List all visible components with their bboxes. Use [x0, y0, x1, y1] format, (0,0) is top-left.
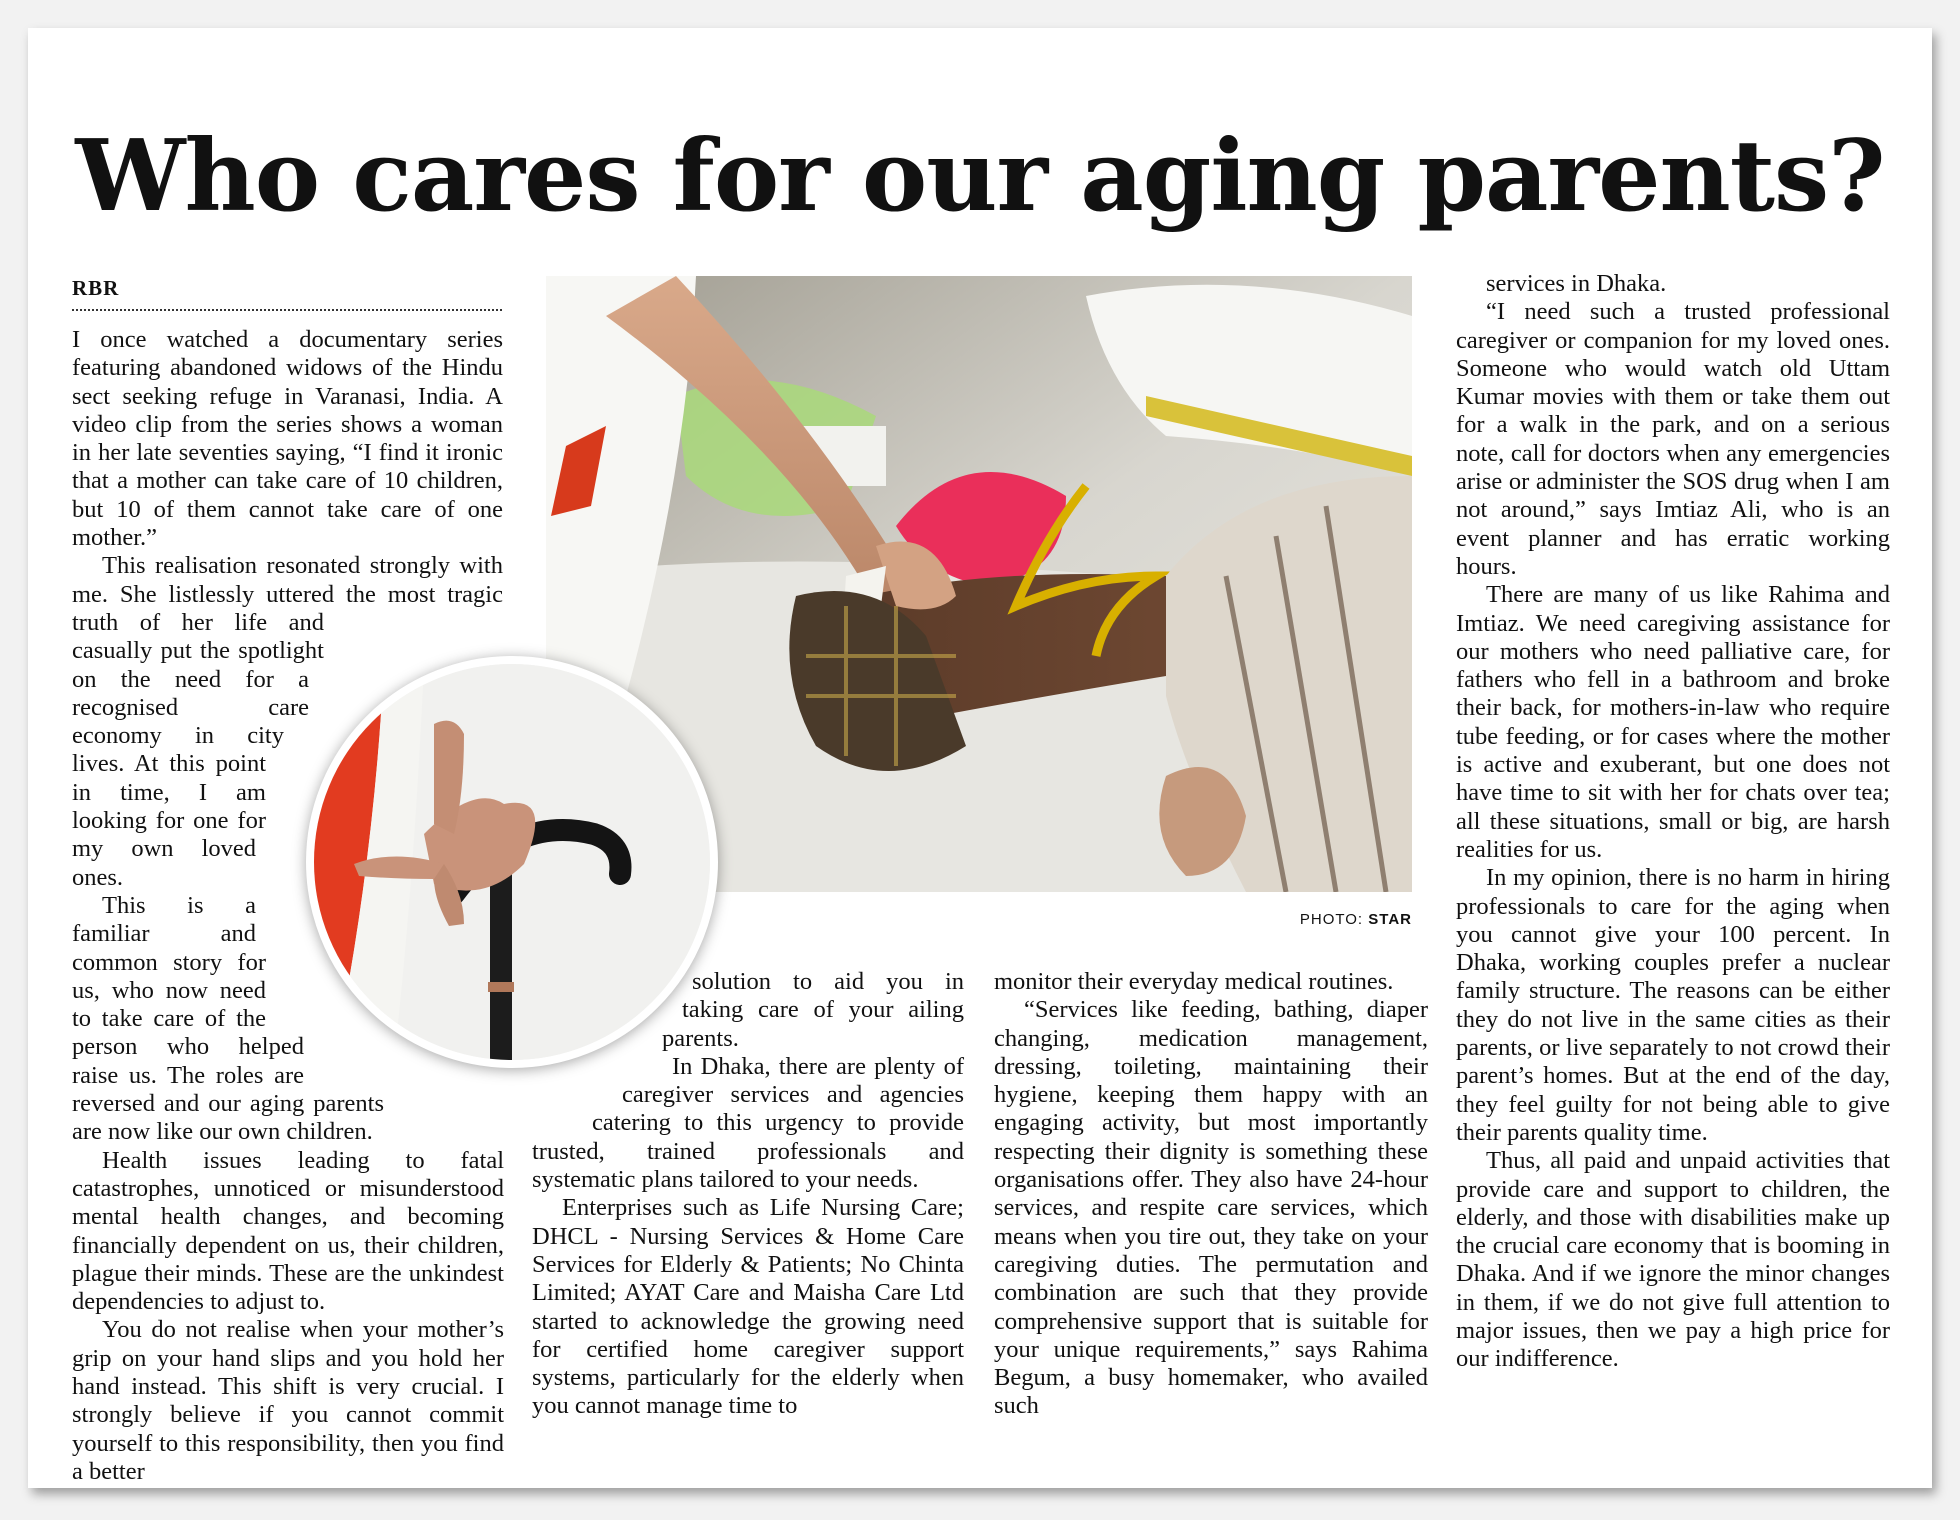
paragraph: monitor their everyday medical routines. [994, 968, 1394, 995]
paragraph: You do not realise when your mother’s grip on your hand slips and you hold her hand instead. This shift is very crucial. I strongly believe if you cannot commit yourself to this responsibility, then you find a better [72, 1316, 504, 1485]
paragraph: In my opinion, there is no harm in hiring professionals to care for the aging when you cannot give your 100 percent. In Dhaka, working couples prefer a nuclear family structure. The reasons can be either they do not live in the same cities as their parents, or live separately to not crowd their parent’s homes. But at the end of the day, they feel guilty for not being able to give their parents quality time. [1456, 864, 1890, 1146]
paragraph: This is a familiar and common story for us, who now need to take care of the person who helped raise us. The roles are reversed and our aging parents are now like our own children. [72, 891, 384, 1146]
paragraph: solution to aid you in taking care of your ailing parents. [662, 968, 964, 1052]
paragraph: There are many of us like Rahima and Imtiaz. We need caregiving assistance for our mothers who need palliative care, for fathers who fell in a bathroom and broke their back, for mothers-in-law who require tube feeding, or for cases where the mother is active and exuberant, but one does not have time to sit with her for chats over tea; all these situations, small or big, are harsh realities for us. [1456, 581, 1890, 863]
byline: RBR [72, 276, 502, 311]
paragraph: Enterprises such as Life Nursing Care; DHCL - Nursing Services & Home Care Services for Elderly & Patients; No Chinta Limited; AYAT Care and Maisha Care Ltd started to acknowledge the growing need for certified home caregiver support systems, particularly for the elderly when you cannot manage time to [532, 1194, 964, 1420]
paragraph: “I need such a trusted professional caregiver or companion for my loved ones. Someone who would watch old Uttam Kumar movies with them or take them out for a walk in the park, and on a serious note, call for doctors when any emergencies arise or administer the SOS drug when I am not around,” says Imtiaz Ali, who is an event planner and has erratic working hours. [1456, 298, 1890, 580]
article-column-1 [72, 326, 504, 1486]
paragraph: services in Dhaka. [1486, 270, 1667, 297]
paragraph: Thus, all paid and unpaid activities that provide care and support to children, the elderly, and those with disabilities make up the crucial care economy that is booming in Dhaka. And if we ignore the minor changes in them, if we do not give full attention to major issues, then we pay a high price for our indifference. [1456, 1147, 1890, 1373]
article-column-4 [1456, 270, 1890, 1374]
newspaper-page [28, 28, 1932, 1488]
article-column-3 [994, 968, 1428, 1421]
paragraph: I once watched a documentary series featuring abandoned widows of the Hindu sect seeking refuge in Varanasi, India. A video clip from the series shows a woman in her late seventies saying, “I find it ironic that a mother can take care of 10 children, but 10 of them cannot take care of one mother.” [72, 326, 503, 552]
paragraph: “Services like feeding, bathing, diaper changing, medication management, dressing, toileting, maintaining their hygiene, keeping them happy with an engaging activity, but most importantly respecting their dignity is something these organisations offer. They also have 24-hour services, and respite care services, which means when you tire out, they take on your caregiving duties. The permutation and combination are such that they provide comprehensive support that is suitable for your unique requirements,” says Rahima Begum, a busy homemaker, who availed such [994, 996, 1428, 1420]
paragraph: This realisation resonated strongly with me. She listlessly uttered the most tragic truth of her life and casually put the spotlight on the need for a recognised care economy in city lives. At this point in time, I am looking for one for my own loved ones. [72, 552, 503, 891]
headline: Who cares for our aging parents? [75, 119, 1885, 234]
photo-credit-source: STAR [1368, 911, 1412, 928]
article-column-2 [532, 968, 964, 1421]
paragraph: In Dhaka, there are plenty of caregiver services and agencies catering to this urgency to provide trusted, trained professionals and systematic plans tailored to your needs. [532, 1052, 964, 1194]
photo-credit-prefix: PHOTO: [1299, 911, 1369, 928]
photo-credit [1188, 911, 1412, 928]
paragraph: Health issues leading to fatal catastrophes, unnoticed or misunderstood mental health changes, and becoming financially dependent on us, their children, plague their minds. These are the unkindest dependencies to adjust to. [72, 1146, 504, 1316]
